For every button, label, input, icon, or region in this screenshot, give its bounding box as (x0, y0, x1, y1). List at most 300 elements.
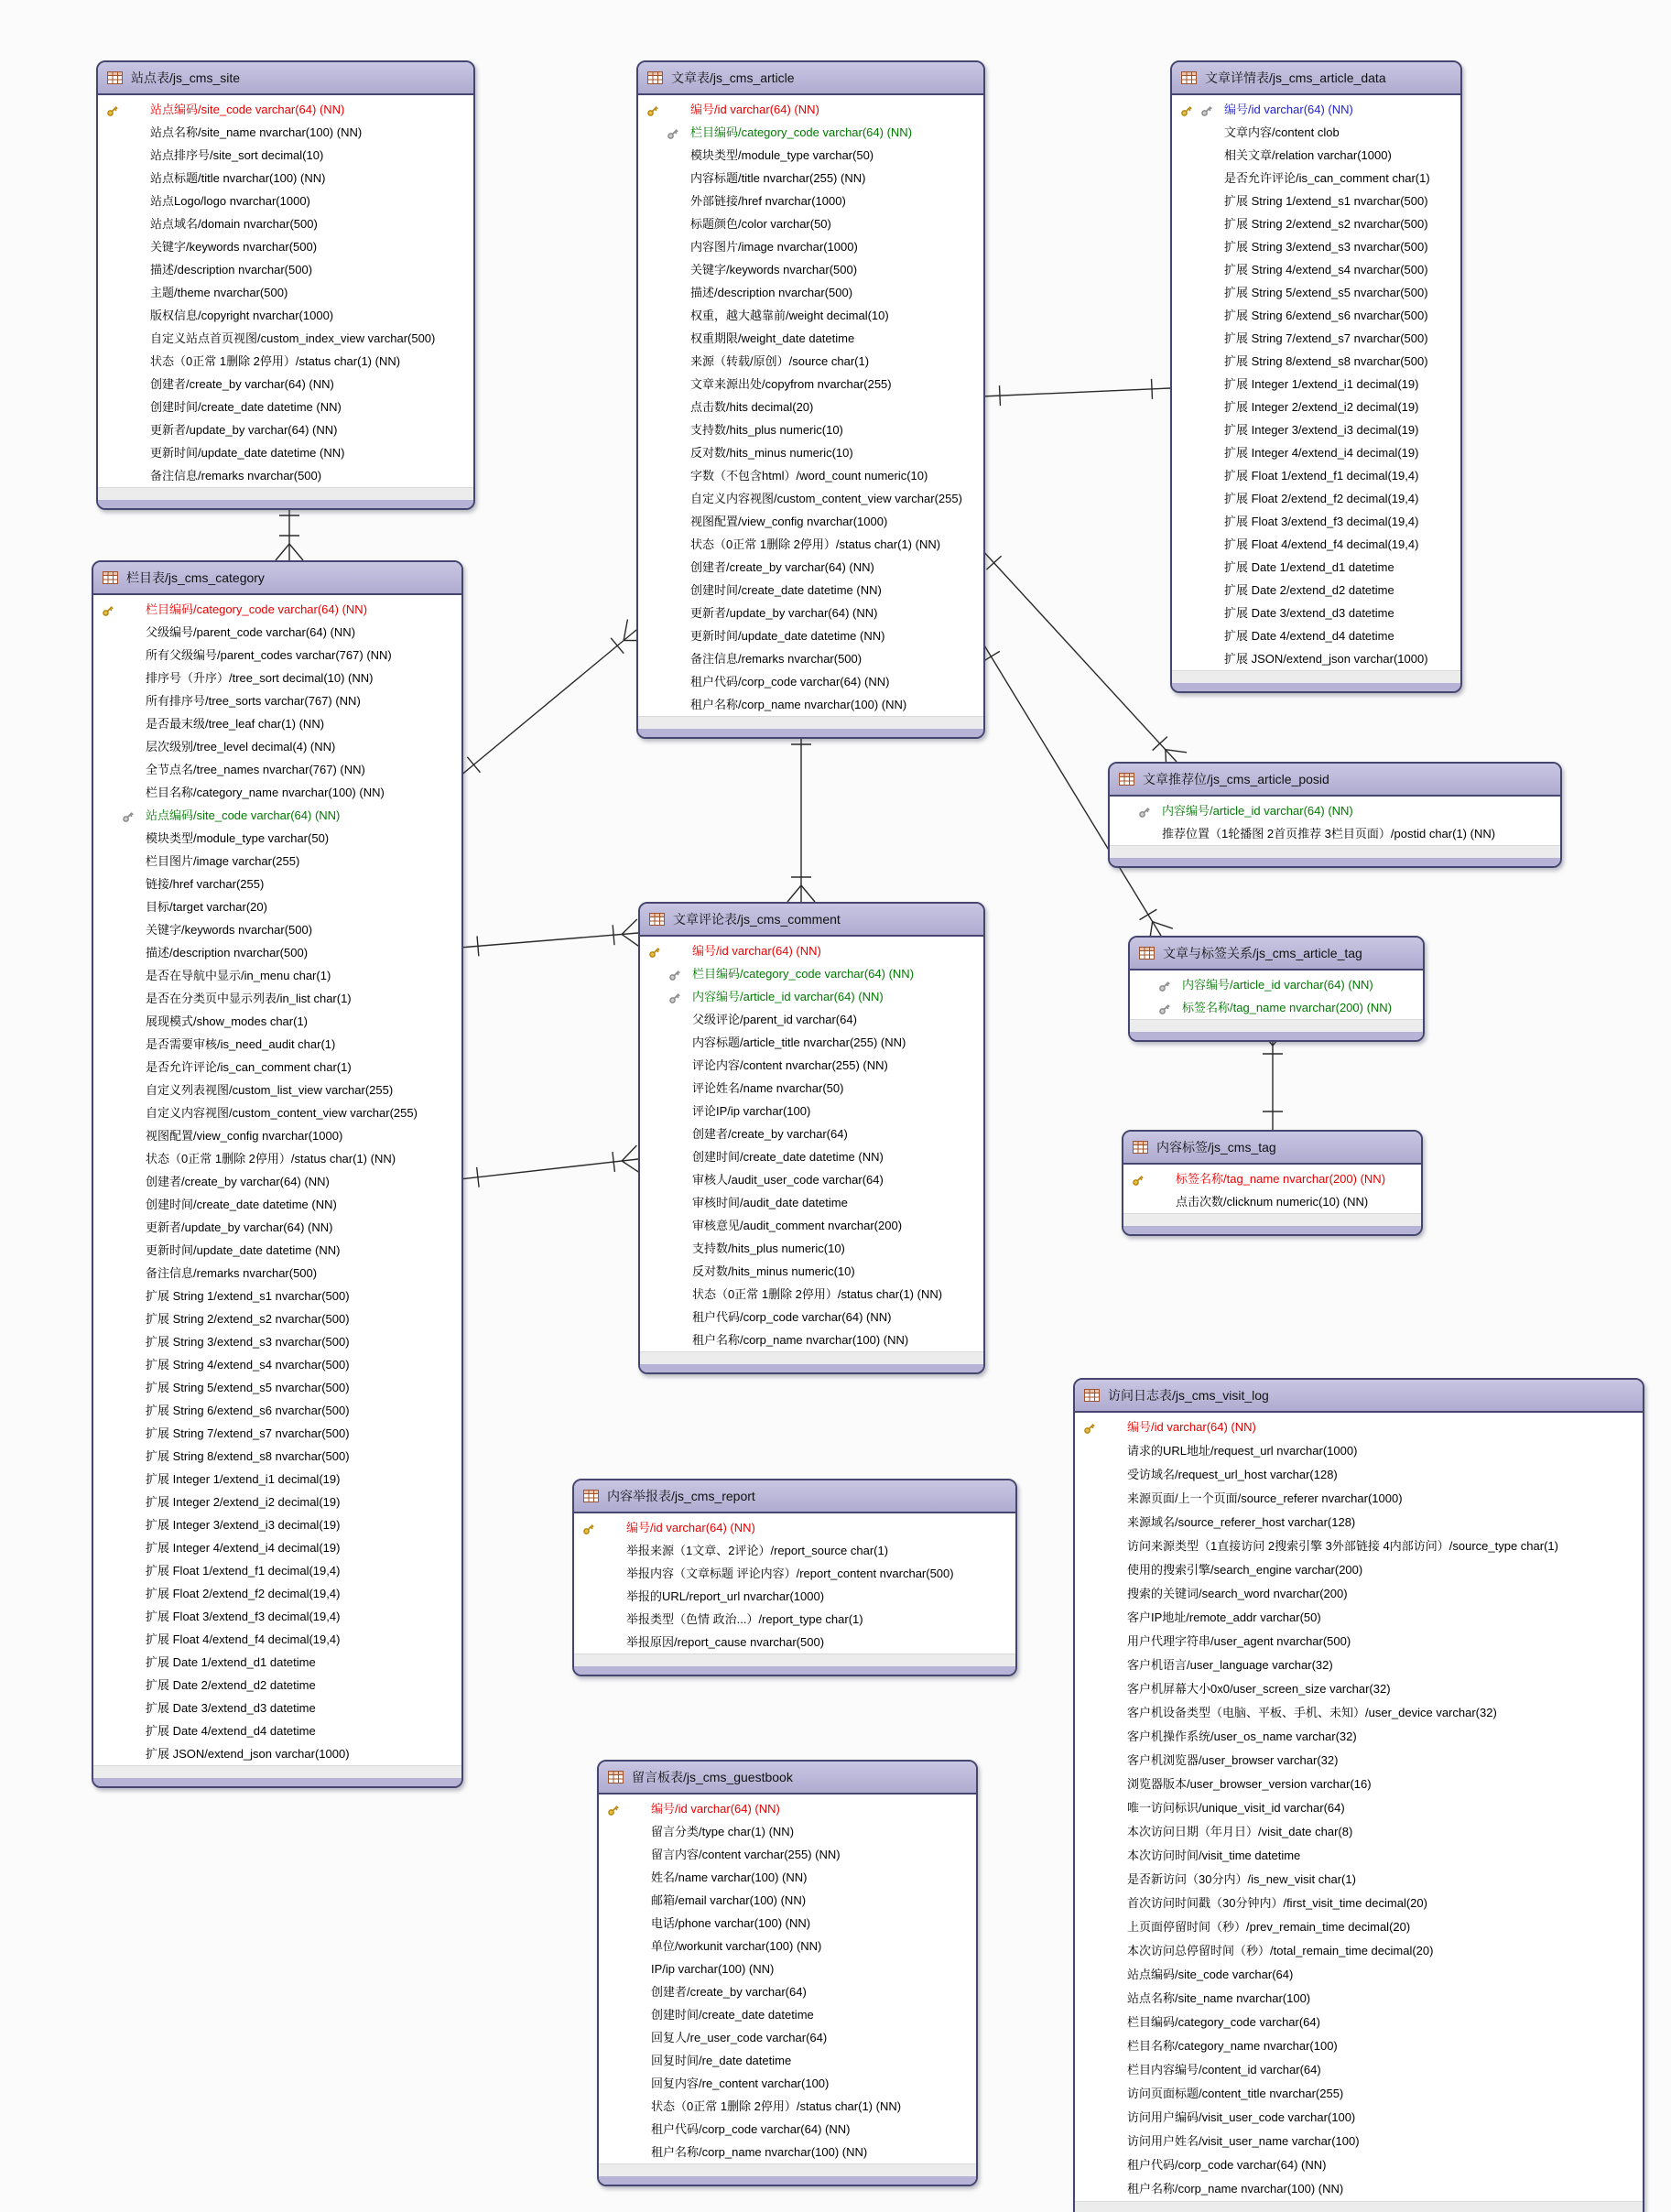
entity-table-comment[interactable] (638, 902, 985, 1374)
field-row[interactable] (1075, 1487, 1643, 1511)
field-row[interactable] (93, 667, 461, 689)
field-row[interactable] (1075, 1725, 1643, 1749)
field-label: 举报类型（色情 政治...）/report_type char(1) (626, 1612, 863, 1626)
field-label: 扩展 Float 2/extend_f2 decimal(19,4) (146, 1587, 341, 1600)
field-row[interactable] (599, 2095, 976, 2118)
field-label: 本次访问总停留时间（秒）/total_remain_time decimal(20) (1127, 1944, 1434, 1957)
field-row[interactable] (574, 1608, 1015, 1631)
field-label: 扩展 Float 1/extend_f1 decimal(19,4) (146, 1564, 341, 1578)
table-footer-bar (638, 729, 983, 737)
field-row[interactable] (93, 827, 461, 850)
field-row[interactable] (1172, 167, 1460, 190)
field-list (1130, 970, 1423, 1019)
field-row[interactable] (93, 758, 461, 781)
relation-category-comment-2[interactable] (460, 1145, 640, 1187)
table-header-site[interactable] (98, 62, 473, 95)
field-label: 创建时间/create_date datetime (NN) (150, 400, 342, 414)
field-row[interactable] (640, 1214, 983, 1237)
field-label: 状态（0正常 1删除 2停用）/status char(1) (NN) (692, 1287, 943, 1301)
relation-article-article_posid[interactable] (982, 549, 1187, 771)
field-row[interactable] (599, 1912, 976, 1935)
field-row[interactable] (640, 1008, 983, 1031)
table-header-article_tag[interactable] (1130, 938, 1423, 970)
field-row[interactable] (1075, 1511, 1643, 1534)
table-header-article_posid[interactable] (1110, 764, 1560, 797)
field-row[interactable] (1172, 258, 1460, 281)
field-label: 更新者/update_by varchar(64) (NN) (690, 606, 878, 620)
field-label: 审核人/audit_user_code varchar(64) (692, 1173, 884, 1187)
field-row[interactable] (1123, 1190, 1421, 1213)
field-label: 电话/phone varchar(100) (NN) (651, 1916, 811, 1930)
field-row[interactable] (93, 1056, 461, 1079)
field-row[interactable] (640, 1077, 983, 1100)
field-row[interactable] (574, 1516, 1015, 1539)
table-header-guestbook[interactable] (599, 1762, 976, 1795)
field-row[interactable] (640, 1328, 983, 1351)
field-label: 扩展 Float 4/extend_f4 decimal(19,4) (146, 1632, 341, 1646)
field-row[interactable] (93, 1674, 461, 1697)
field-row[interactable] (574, 1631, 1015, 1654)
field-row[interactable] (640, 1100, 983, 1122)
field-row[interactable] (1172, 602, 1460, 624)
field-row[interactable] (1172, 373, 1460, 396)
field-row[interactable] (93, 1147, 461, 1170)
field-row[interactable] (638, 670, 983, 693)
field-label: 扩展 Integer 1/extend_i1 decimal(19) (1224, 377, 1419, 391)
field-row[interactable] (1075, 1558, 1643, 1582)
field-label: 扩展 Date 3/extend_d3 datetime (146, 1701, 316, 1715)
field-row[interactable] (93, 873, 461, 895)
field-row[interactable] (1172, 144, 1460, 167)
field-label: 内容编号/article_id varchar(64) (NN) (692, 990, 884, 1003)
field-row[interactable] (93, 964, 461, 987)
field-row[interactable] (93, 1216, 461, 1239)
field-row[interactable] (1172, 235, 1460, 258)
field-row[interactable] (640, 985, 983, 1008)
field-row[interactable] (1172, 624, 1460, 647)
field-label: 站点Logo/logo nvarchar(1000) (150, 194, 310, 208)
field-row[interactable] (93, 1742, 461, 1765)
field-row[interactable] (98, 144, 473, 167)
field-label: 内容编号/article_id varchar(64) (NN) (1162, 804, 1353, 818)
field-label: 反对数/hits_minus numeric(10) (690, 446, 853, 460)
field-row[interactable] (1075, 1654, 1643, 1677)
field-row[interactable] (599, 1980, 976, 2003)
field-row[interactable] (1075, 2130, 1643, 2153)
field-row[interactable] (599, 1820, 976, 1843)
field-label: 创建时间/create_date datetime (NN) (692, 1150, 884, 1164)
field-row[interactable] (1172, 418, 1460, 441)
field-row[interactable] (93, 1010, 461, 1033)
field-row[interactable] (638, 487, 983, 510)
field-row[interactable] (93, 1697, 461, 1719)
field-label: 租户名称/corp_name nvarchar(100) (NN) (1127, 2182, 1344, 2196)
field-row[interactable] (1075, 1606, 1643, 1630)
field-row[interactable] (1075, 2177, 1643, 2201)
field-row[interactable] (93, 987, 461, 1010)
field-row[interactable] (640, 1168, 983, 1191)
field-label: 展现模式/show_modes char(1) (146, 1014, 308, 1028)
field-row[interactable] (638, 579, 983, 602)
field-label: 留言分类/type char(1) (NN) (651, 1825, 795, 1838)
field-row[interactable] (1172, 304, 1460, 327)
field-label: 标签名称/tag_name nvarchar(200) (NN) (1182, 1001, 1393, 1014)
field-label: 权重，越大越靠前/weight decimal(10) (690, 309, 889, 322)
field-row[interactable] (98, 418, 473, 441)
field-row[interactable] (98, 98, 473, 121)
field-row[interactable] (638, 167, 983, 190)
field-row[interactable] (93, 1170, 461, 1193)
field-row[interactable] (93, 1651, 461, 1674)
field-label: 编号/id varchar(64) (NN) (651, 1802, 780, 1816)
field-row[interactable] (638, 144, 983, 167)
field-row[interactable] (1110, 799, 1560, 822)
entity-table-guestbook[interactable] (597, 1760, 978, 2186)
field-label: 扩展 String 6/extend_s6 nvarchar(500) (146, 1404, 350, 1417)
field-row[interactable] (1075, 2011, 1643, 2034)
field-row[interactable] (93, 1468, 461, 1491)
field-row[interactable] (638, 693, 983, 716)
field-label: 目标/target varchar(20) (146, 900, 267, 914)
table-footer-bar (640, 1364, 983, 1372)
field-row[interactable] (638, 327, 983, 350)
field-label: 是否需要审核/is_need_audit char(1) (146, 1037, 336, 1051)
field-row[interactable] (638, 396, 983, 418)
table-header-visit_log[interactable] (1075, 1380, 1643, 1413)
field-label: 自定义站点首页视图/custom_index_view varchar(500) (150, 331, 436, 345)
field-row[interactable] (98, 304, 473, 327)
field-row[interactable] (93, 712, 461, 735)
field-row[interactable] (1075, 2106, 1643, 2130)
field-row[interactable] (640, 1283, 983, 1306)
field-row[interactable] (1075, 1534, 1643, 1558)
field-row[interactable] (574, 1585, 1015, 1608)
field-row[interactable] (638, 556, 983, 579)
field-row[interactable] (638, 258, 983, 281)
field-row[interactable] (93, 1307, 461, 1330)
field-row[interactable] (1075, 1939, 1643, 1963)
field-row[interactable] (1075, 1987, 1643, 2011)
entity-table-article_data[interactable] (1170, 60, 1462, 693)
field-row[interactable] (638, 350, 983, 373)
field-row[interactable] (1172, 190, 1460, 212)
table-header-comment[interactable] (640, 904, 983, 937)
field-row[interactable] (638, 190, 983, 212)
field-row[interactable] (93, 1399, 461, 1422)
field-row[interactable] (1172, 510, 1460, 533)
field-row[interactable] (1075, 2058, 1643, 2082)
field-row[interactable] (93, 1491, 461, 1513)
field-row[interactable] (93, 1536, 461, 1559)
table-header-article_data[interactable] (1172, 62, 1460, 95)
field-row[interactable] (1075, 1677, 1643, 1701)
field-row[interactable] (93, 804, 461, 827)
relation-article-comment[interactable] (787, 726, 815, 902)
field-label: 来源（转载/原创）/source char(1) (690, 354, 870, 368)
field-row[interactable] (640, 1145, 983, 1168)
table-header-category[interactable] (93, 562, 461, 595)
entity-table-article_posid[interactable] (1108, 762, 1562, 868)
field-row[interactable] (599, 1935, 976, 1957)
field-row[interactable] (1075, 1439, 1643, 1463)
field-row[interactable] (1075, 1630, 1643, 1654)
field-row[interactable] (93, 1239, 461, 1262)
field-label: 访问页面标题/content_title nvarchar(255) (1127, 2087, 1344, 2100)
field-row[interactable] (93, 1628, 461, 1651)
field-row[interactable] (93, 1033, 461, 1056)
field-row[interactable] (93, 895, 461, 918)
field-label: 文章内容/content clob (1224, 125, 1340, 139)
field-label: 访问来源类型（1直接访问 2搜索引擎 3外部链接 4内部访问）/source_type char(1) (1127, 1539, 1558, 1553)
field-label: 扩展 Date 2/extend_d2 datetime (146, 1678, 316, 1692)
field-label: 扩展 Integer 2/extend_i2 decimal(19) (1224, 400, 1419, 414)
field-row[interactable] (1172, 281, 1460, 304)
field-row[interactable] (93, 1330, 461, 1353)
field-row[interactable] (599, 2118, 976, 2141)
field-row[interactable] (1075, 2034, 1643, 2058)
field-row[interactable] (98, 167, 473, 190)
field-row[interactable] (640, 1031, 983, 1054)
relation-article-article_data[interactable] (982, 379, 1170, 406)
table-footer-bar (599, 2176, 976, 2185)
field-label: 扩展 String 8/extend_s8 nvarchar(500) (1224, 354, 1428, 368)
field-row[interactable] (640, 1191, 983, 1214)
table-grid-icon (649, 913, 665, 926)
field-row[interactable] (1075, 1892, 1643, 1915)
field-row[interactable] (98, 281, 473, 304)
field-row[interactable] (98, 258, 473, 281)
field-row[interactable] (1123, 1167, 1421, 1190)
field-row[interactable] (98, 396, 473, 418)
field-row[interactable] (599, 2049, 976, 2072)
field-row[interactable] (93, 1193, 461, 1216)
field-row[interactable] (640, 1260, 983, 1283)
field-row[interactable] (93, 621, 461, 644)
field-row[interactable] (98, 373, 473, 396)
table-grid-icon (1084, 1389, 1100, 1402)
field-row[interactable] (1172, 350, 1460, 373)
relation-category-comment[interactable] (460, 919, 639, 956)
field-row[interactable] (1075, 1963, 1643, 1987)
field-row[interactable] (640, 939, 983, 962)
field-row[interactable] (638, 304, 983, 327)
field-row[interactable] (599, 1797, 976, 1820)
field-row[interactable] (1172, 533, 1460, 556)
field-row[interactable] (638, 624, 983, 647)
table-footer (638, 716, 983, 729)
field-label: 栏目名称/category_name nvarchar(100) (1127, 2039, 1338, 2053)
field-label: 扩展 String 2/extend_s2 nvarchar(500) (1224, 217, 1428, 231)
field-row[interactable] (98, 235, 473, 258)
field-label: 更新者/update_by varchar(64) (NN) (150, 423, 338, 437)
field-row[interactable] (638, 533, 983, 556)
table-title: 内容举报表/js_cms_report (607, 1489, 755, 1503)
relation-tag-article_tag[interactable] (1259, 1029, 1286, 1130)
field-row[interactable] (638, 418, 983, 441)
field-row[interactable] (98, 350, 473, 373)
field-row[interactable] (1075, 1415, 1643, 1439)
field-row[interactable] (1172, 98, 1460, 121)
table-header-tag[interactable] (1123, 1132, 1421, 1165)
entity-table-visit_log[interactable] (1073, 1378, 1644, 2212)
field-row[interactable] (1075, 1796, 1643, 1820)
field-row[interactable] (1172, 579, 1460, 602)
field-row[interactable] (1075, 1868, 1643, 1892)
field-row[interactable] (1075, 1463, 1643, 1487)
entity-table-article[interactable] (636, 60, 985, 739)
field-row[interactable] (1172, 441, 1460, 464)
field-row[interactable] (98, 464, 473, 487)
field-row[interactable] (638, 510, 983, 533)
field-row[interactable] (98, 212, 473, 235)
field-label: 扩展 Integer 2/extend_i2 decimal(19) (146, 1495, 341, 1509)
table-header-report[interactable] (574, 1480, 1015, 1513)
field-row[interactable] (638, 235, 983, 258)
table-footer (574, 1654, 1015, 1666)
relation-category-article[interactable] (460, 619, 646, 776)
field-row[interactable] (640, 1306, 983, 1328)
field-label: 备注信息/remarks nvarchar(500) (690, 652, 863, 666)
field-label: 编号/id varchar(64) (NN) (1224, 103, 1353, 116)
field-row[interactable] (93, 1079, 461, 1101)
field-row[interactable] (1075, 1773, 1643, 1796)
field-row[interactable] (638, 281, 983, 304)
field-row[interactable] (93, 1101, 461, 1124)
field-row[interactable] (93, 1445, 461, 1468)
field-row[interactable] (93, 1285, 461, 1307)
field-row[interactable] (1172, 464, 1460, 487)
entity-table-article_tag[interactable] (1128, 936, 1425, 1042)
field-row[interactable] (1130, 996, 1423, 1019)
field-row[interactable] (599, 2026, 976, 2049)
field-row[interactable] (93, 1376, 461, 1399)
field-label: 站点域名/domain nvarchar(500) (150, 217, 318, 231)
field-row[interactable] (93, 689, 461, 712)
entity-table-tag[interactable] (1122, 1130, 1423, 1236)
field-row[interactable] (93, 1353, 461, 1376)
table-title: 栏目表/js_cms_category (126, 570, 265, 585)
field-row[interactable] (1075, 2082, 1643, 2106)
field-row[interactable] (1075, 1844, 1643, 1868)
field-row[interactable] (1075, 1582, 1643, 1606)
field-row[interactable] (574, 1562, 1015, 1585)
field-list (1110, 797, 1560, 845)
field-row[interactable] (640, 1237, 983, 1260)
field-row[interactable] (640, 1122, 983, 1145)
field-label: 本次访问时间/visit_time datetime (1127, 1849, 1301, 1862)
field-row[interactable] (638, 464, 983, 487)
field-row[interactable] (1172, 487, 1460, 510)
field-label: 更新时间/update_date datetime (NN) (146, 1243, 341, 1257)
field-row[interactable] (599, 2141, 976, 2163)
field-label: 扩展 Integer 4/extend_i4 decimal(19) (1224, 446, 1419, 460)
field-row[interactable] (98, 190, 473, 212)
field-row[interactable] (1172, 121, 1460, 144)
entity-table-category[interactable] (92, 560, 463, 1788)
field-row[interactable] (599, 2072, 976, 2095)
field-row[interactable] (1075, 2153, 1643, 2177)
field-row[interactable] (98, 121, 473, 144)
field-row[interactable] (638, 121, 983, 144)
field-label: 回复人/re_user_code varchar(64) (651, 2031, 828, 2044)
field-row[interactable] (1172, 647, 1460, 670)
field-row[interactable] (1172, 212, 1460, 235)
field-row[interactable] (599, 2003, 976, 2026)
field-row[interactable] (599, 1843, 976, 1866)
field-row[interactable] (1075, 1915, 1643, 1939)
field-row[interactable] (1075, 1749, 1643, 1773)
entity-table-site[interactable] (96, 60, 475, 510)
field-row[interactable] (638, 373, 983, 396)
field-row[interactable] (1075, 1701, 1643, 1725)
table-title: 文章评论表/js_cms_comment (673, 912, 841, 927)
field-row[interactable] (638, 212, 983, 235)
field-row[interactable] (599, 1866, 976, 1889)
field-row[interactable] (93, 1605, 461, 1628)
field-label: 标题颜色/color varchar(50) (690, 217, 831, 231)
field-label: 站点编码/site_code varchar(64) (NN) (146, 808, 341, 822)
field-row[interactable] (638, 441, 983, 464)
field-row[interactable] (1075, 1820, 1643, 1844)
entity-table-report[interactable] (572, 1479, 1017, 1676)
field-label: 租户代码/corp_code varchar(64) (NN) (692, 1310, 892, 1324)
field-row[interactable] (93, 941, 461, 964)
field-row[interactable] (93, 1559, 461, 1582)
table-footer (1075, 2201, 1643, 2212)
field-label: 主题/theme nvarchar(500) (150, 286, 288, 299)
field-label: 扩展 String 8/extend_s8 nvarchar(500) (146, 1449, 350, 1463)
field-label: 状态（0正常 1删除 2停用）/status char(1) (NN) (690, 537, 941, 551)
field-list (599, 1795, 976, 2163)
field-row[interactable] (93, 735, 461, 758)
field-row[interactable] (98, 327, 473, 350)
field-row[interactable] (638, 602, 983, 624)
field-row[interactable] (93, 781, 461, 804)
field-row[interactable] (640, 1054, 983, 1077)
table-header-article[interactable] (638, 62, 983, 95)
field-row[interactable] (638, 647, 983, 670)
field-row[interactable] (98, 441, 473, 464)
field-row[interactable] (1172, 396, 1460, 418)
field-row[interactable] (599, 1957, 976, 1980)
field-label: 扩展 String 1/extend_s1 nvarchar(500) (146, 1289, 350, 1303)
field-label: 扩展 String 2/extend_s2 nvarchar(500) (146, 1312, 350, 1326)
field-row[interactable] (93, 1719, 461, 1742)
field-row[interactable] (93, 1124, 461, 1147)
field-label: 自定义内容视图/custom_content_view varchar(255) (146, 1106, 418, 1120)
field-label: 扩展 Date 1/extend_d1 datetime (1224, 560, 1394, 574)
field-row[interactable] (574, 1539, 1015, 1562)
field-row[interactable] (93, 1582, 461, 1605)
field-row[interactable] (93, 598, 461, 621)
field-label: 创建者/create_by varchar(64) (NN) (146, 1175, 330, 1188)
field-row[interactable] (1110, 822, 1560, 845)
field-row[interactable] (638, 98, 983, 121)
field-label: 客户机浏览器/user_browser varchar(32) (1127, 1753, 1339, 1767)
field-row[interactable] (93, 1422, 461, 1445)
field-row[interactable] (93, 850, 461, 873)
field-row[interactable] (1172, 556, 1460, 579)
field-row[interactable] (1130, 973, 1423, 996)
field-row[interactable] (93, 1513, 461, 1536)
field-row[interactable] (599, 1889, 976, 1912)
field-row[interactable] (93, 644, 461, 667)
field-row[interactable] (93, 918, 461, 941)
field-row[interactable] (1172, 327, 1460, 350)
field-row[interactable] (93, 1262, 461, 1285)
field-label: 视图配置/view_config nvarchar(1000) (146, 1129, 343, 1143)
field-row[interactable] (640, 962, 983, 985)
